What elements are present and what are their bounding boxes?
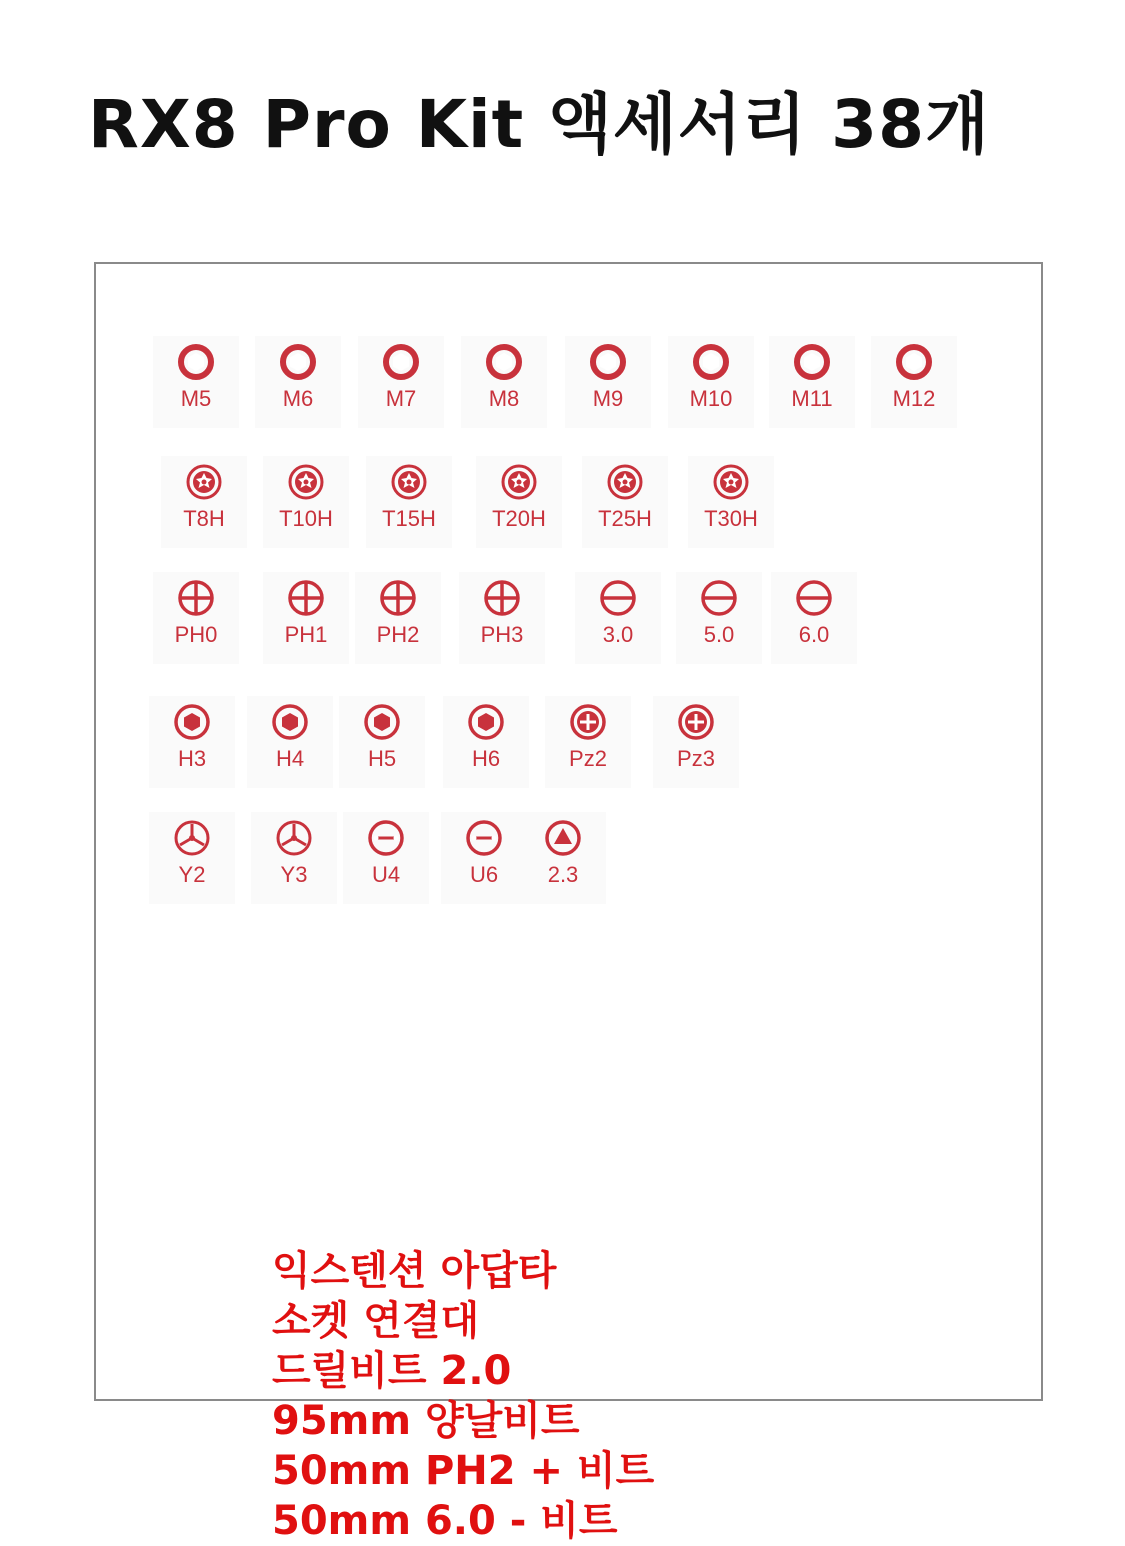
bit-h6 <box>443 696 529 788</box>
bit-2-3 <box>520 812 606 904</box>
bit-h3 <box>149 696 235 788</box>
accessory-item: 50mm PH2 + 비트 <box>272 1448 655 1494</box>
bit-t20h <box>476 456 562 548</box>
bit-label: M8 <box>488 386 520 411</box>
bit-label: T20H <box>492 506 546 531</box>
bit-ph0 <box>153 572 239 664</box>
bit-label: M6 <box>282 386 314 411</box>
accessory-item: 50mm 6.0 - 비트 <box>272 1498 618 1544</box>
bit-m12 <box>871 336 957 428</box>
hex-key-icon <box>172 702 212 742</box>
accessory-item: 95mm 양날비트 <box>272 1398 580 1444</box>
bit-ph2 <box>355 572 441 664</box>
hex-socket-icon <box>484 342 524 382</box>
accessory-item: 드릴비트 2.0 <box>272 1348 512 1394</box>
bit-t8h <box>161 456 247 548</box>
bit-label: T8H <box>183 506 225 531</box>
phillips-icon <box>482 578 522 618</box>
bit-6-0 <box>771 572 857 664</box>
bit-y3 <box>251 812 337 904</box>
accessory-item: 소켓 연결대 <box>272 1298 480 1344</box>
tri-wing-icon <box>274 818 314 858</box>
bit-label: M7 <box>385 386 417 411</box>
bit-m11 <box>769 336 855 428</box>
bit-label: PH1 <box>284 622 328 647</box>
bit-label: H3 <box>177 746 207 771</box>
bit-label: T10H <box>279 506 333 531</box>
hex-key-icon <box>270 702 310 742</box>
hex-socket-icon <box>894 342 934 382</box>
hex-socket-icon <box>176 342 216 382</box>
bit-h4 <box>247 696 333 788</box>
bit-t15h <box>366 456 452 548</box>
bit-m7 <box>358 336 444 428</box>
bit-label: 6.0 <box>798 622 830 647</box>
bit-label: M10 <box>689 386 733 411</box>
pozidriv-icon <box>676 702 716 742</box>
torx-icon <box>499 462 539 502</box>
bit-label: T25H <box>598 506 652 531</box>
accessory-list <box>272 1246 654 1546</box>
hex-key-icon <box>466 702 506 742</box>
bit-t25h <box>582 456 668 548</box>
bit-label: Pz3 <box>677 746 715 771</box>
pozidriv-icon <box>568 702 608 742</box>
bit-t30h <box>688 456 774 548</box>
bit-label: PH0 <box>174 622 218 647</box>
torx-icon <box>605 462 645 502</box>
bit-u4 <box>343 812 429 904</box>
bit-pz2 <box>545 696 631 788</box>
bit-ph3 <box>459 572 545 664</box>
bit-label: 3.0 <box>602 622 634 647</box>
bit-label: T15H <box>382 506 436 531</box>
torx-icon <box>711 462 751 502</box>
phillips-icon <box>286 578 326 618</box>
bit-label: Pz2 <box>569 746 607 771</box>
hex-socket-icon <box>588 342 628 382</box>
hex-socket-icon <box>691 342 731 382</box>
hex-socket-icon <box>381 342 421 382</box>
slotted-icon <box>598 578 638 618</box>
bit-panel <box>94 262 1043 1544</box>
page-title: RX8 Pro Kit 액세서리 38개 <box>88 86 990 163</box>
bit-label: H4 <box>275 746 305 771</box>
u-shape-icon <box>366 818 406 858</box>
torx-icon <box>286 462 326 502</box>
hex-socket-icon <box>278 342 318 382</box>
bit-label: 5.0 <box>703 622 735 647</box>
hex-socket-icon <box>792 342 832 382</box>
bit-label: Y2 <box>178 862 206 887</box>
bit-label: H6 <box>471 746 501 771</box>
triangle-icon <box>543 818 583 858</box>
slotted-icon <box>699 578 739 618</box>
torx-icon <box>184 462 224 502</box>
bit-pz3 <box>653 696 739 788</box>
phillips-icon <box>378 578 418 618</box>
torx-icon <box>389 462 429 502</box>
accessory-item: 익스텐션 아답타 <box>272 1248 557 1294</box>
bit-h5 <box>339 696 425 788</box>
slotted-icon <box>794 578 834 618</box>
hex-key-icon <box>362 702 402 742</box>
bit-label: U6 <box>469 862 499 887</box>
u-shape-icon <box>464 818 504 858</box>
bit-label: T30H <box>704 506 758 531</box>
bit-label: PH2 <box>376 622 420 647</box>
bit-3-0 <box>575 572 661 664</box>
bit-label: M5 <box>180 386 212 411</box>
bit-label: M12 <box>892 386 936 411</box>
bit-ph1 <box>263 572 349 664</box>
bit-label: H5 <box>367 746 397 771</box>
bit-label: U4 <box>371 862 401 887</box>
bit-m8 <box>461 336 547 428</box>
bit-label: M11 <box>791 386 833 411</box>
phillips-icon <box>176 578 216 618</box>
bit-5-0 <box>676 572 762 664</box>
bit-t10h <box>263 456 349 548</box>
bit-m9 <box>565 336 651 428</box>
tri-wing-icon <box>172 818 212 858</box>
bit-label: 2.3 <box>547 862 579 887</box>
bit-label: Y3 <box>280 862 308 887</box>
bit-y2 <box>149 812 235 904</box>
bit-m10 <box>668 336 754 428</box>
bit-label: PH3 <box>480 622 524 647</box>
bit-m6 <box>255 336 341 428</box>
bit-m5 <box>153 336 239 428</box>
bit-label: M9 <box>592 386 624 411</box>
bit-u6 <box>441 812 527 904</box>
